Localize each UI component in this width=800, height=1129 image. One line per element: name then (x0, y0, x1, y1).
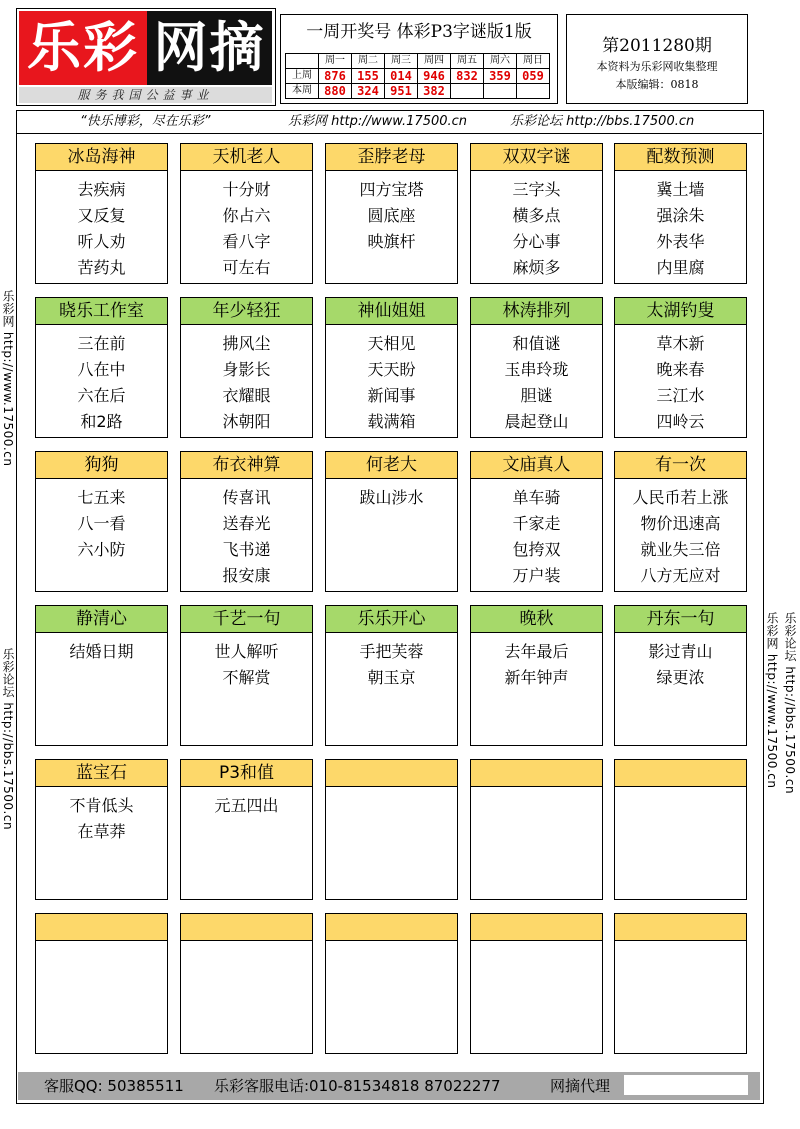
riddle-line: 你占六 (222, 206, 271, 225)
riddle-body (181, 479, 312, 589)
riddle-cell (180, 605, 313, 746)
riddle-author-title (36, 914, 167, 941)
riddle-line: 映旗杆 (367, 232, 416, 251)
side-site-text-left: 乐彩网 http://www.17500.cn (1, 290, 15, 467)
footer-qq: 客服QQ: 50385511 (44, 1077, 184, 1095)
riddle-line: 十分财 (222, 180, 271, 199)
riddle-line: 圆底座 (367, 206, 416, 225)
riddle-line: 又反复 (77, 206, 126, 225)
riddle-cell (470, 451, 603, 592)
riddle-line: 人民币若上涨 (632, 488, 729, 507)
draw-number: 155 (352, 69, 385, 84)
riddle-body (326, 633, 457, 691)
riddle-line: 苦药丸 (77, 258, 126, 277)
draw-number: 014 (385, 69, 418, 84)
riddle-line: 飞书递 (222, 540, 271, 559)
riddle-cell (614, 297, 747, 438)
riddle-line: 新闻事 (367, 386, 416, 405)
riddle-cell (35, 913, 168, 1054)
riddle-line: 世人解听 (214, 642, 279, 661)
banner-divider (16, 133, 762, 134)
riddle-author-title: 狗狗 (36, 452, 167, 479)
riddle-body (326, 325, 457, 435)
riddle-author-title (326, 760, 457, 787)
riddle-line: 草木新 (656, 334, 705, 353)
riddle-line: 麻烦多 (512, 258, 561, 277)
riddle-line: 结婚日期 (69, 642, 134, 661)
riddle-line: 千家走 (512, 514, 561, 533)
draw-number: 832 (451, 69, 484, 84)
riddle-body (471, 633, 602, 691)
riddle-body (615, 633, 746, 691)
riddle-line: 去疾病 (77, 180, 126, 199)
draw-number: 059 (517, 69, 550, 84)
riddle-line: 和值谜 (512, 334, 561, 353)
riddle-author-title: 冰岛海神 (36, 144, 167, 171)
riddle-author-title: 文庙真人 (471, 452, 602, 479)
riddle-line: 跋山涉水 (359, 488, 424, 507)
riddle-cell (325, 451, 458, 592)
riddle-cell (470, 759, 603, 900)
riddle-line: 就业失三倍 (640, 540, 721, 559)
riddle-line: 传喜讯 (222, 488, 271, 507)
riddle-author-title: 何老大 (326, 452, 457, 479)
side-forum-text-left: 乐彩论坛 http://bbs.17500.cn (1, 648, 15, 831)
riddle-line: 衣耀眼 (222, 386, 271, 405)
riddle-body (615, 787, 746, 793)
riddle-line: 新年钟声 (504, 668, 569, 687)
riddle-cell (180, 297, 313, 438)
draw-number: 359 (484, 69, 517, 84)
riddle-body (471, 171, 602, 281)
riddle-line: 八在中 (77, 360, 126, 379)
riddle-line: 晚来春 (656, 360, 705, 379)
riddle-body (326, 171, 457, 255)
riddle-body (36, 633, 167, 665)
riddle-author-title (471, 914, 602, 941)
riddle-line: 看八字 (222, 232, 271, 251)
riddle-line: 六小防 (77, 540, 126, 559)
riddle-author-title: 蓝宝石 (36, 760, 167, 787)
riddle-line: 手把芙蓉 (359, 642, 424, 661)
riddle-cell (35, 143, 168, 284)
day-header: 周四 (418, 54, 451, 69)
banner-site-link[interactable]: 乐彩网 http://www.17500.cn (288, 114, 468, 129)
draw-title: 一周开奖号 体彩P3字谜版1版 (306, 22, 532, 42)
riddle-line: 送春光 (222, 514, 271, 533)
riddle-cell (180, 913, 313, 1054)
riddle-line: 可左右 (222, 258, 271, 277)
riddle-body (181, 941, 312, 947)
draw-number: 951 (385, 84, 418, 99)
footer-bar (18, 1072, 760, 1100)
riddle-line: 玉串玲珑 (504, 360, 569, 379)
riddle-body (471, 941, 602, 947)
riddle-author-title: 歪脖老母 (326, 144, 457, 171)
logo-slogan: 服务我国公益事业 (19, 87, 272, 103)
riddle-line: 绿更浓 (656, 668, 705, 687)
issue-editor: 本版编辑：0818 (615, 78, 699, 91)
riddle-cell (35, 451, 168, 592)
riddle-author-title: 丹东一句 (615, 606, 746, 633)
riddle-line: 物价迅速高 (640, 514, 721, 533)
riddle-line: 分心事 (512, 232, 561, 251)
day-header: 周日 (517, 54, 550, 69)
riddle-line: 胆谜 (520, 386, 553, 405)
riddle-author-title (615, 914, 746, 941)
riddle-cell (35, 605, 168, 746)
riddle-author-title (471, 760, 602, 787)
riddle-line: 单车骑 (512, 488, 561, 507)
riddle-line: 拂风尘 (222, 334, 271, 353)
riddle-cell (470, 297, 603, 438)
riddle-body (615, 325, 746, 435)
riddle-body (181, 633, 312, 691)
issue-number: 第2011280期 (602, 36, 712, 56)
riddle-body (181, 171, 312, 281)
riddle-body (36, 941, 167, 947)
issue-box (566, 14, 748, 104)
riddle-line: 内里腐 (656, 258, 705, 277)
riddle-body (36, 325, 167, 435)
riddle-author-title: 静清心 (36, 606, 167, 633)
riddle-body (615, 941, 746, 947)
riddle-line: 七五来 (77, 488, 126, 507)
side-forum-text-right: 乐彩论坛 http://bbs.17500.cn (783, 612, 797, 795)
riddle-line: 元五四出 (214, 796, 279, 815)
riddle-body (181, 787, 312, 819)
draw-number: 876 (319, 69, 352, 84)
riddle-line: 去年最后 (504, 642, 569, 661)
riddle-line: 朝玉京 (367, 668, 416, 687)
riddle-body (36, 787, 167, 845)
riddle-line: 外表华 (656, 232, 705, 251)
riddle-cell (614, 143, 747, 284)
day-header: 周五 (451, 54, 484, 69)
draw-number (484, 84, 517, 99)
day-header: 周三 (385, 54, 418, 69)
riddle-author-title: 年少轻狂 (181, 298, 312, 325)
riddle-author-title: 乐乐开心 (326, 606, 457, 633)
riddle-author-title (615, 760, 746, 787)
riddle-line: 载满箱 (367, 412, 416, 431)
riddle-author-title: 天机老人 (181, 144, 312, 171)
riddle-cell (614, 451, 747, 592)
row-label: 本周 (286, 84, 319, 99)
draw-number: 324 (352, 84, 385, 99)
riddle-line: 强涂朱 (656, 206, 705, 225)
riddle-body (615, 479, 746, 589)
riddle-cell (180, 143, 313, 284)
draw-number: 880 (319, 84, 352, 99)
day-header: 周六 (484, 54, 517, 69)
logo-red-part: 乐彩 (19, 11, 147, 85)
riddle-cell (325, 759, 458, 900)
riddle-author-title (181, 914, 312, 941)
riddle-cell (180, 451, 313, 592)
logo (16, 8, 276, 106)
riddle-cell (614, 759, 747, 900)
riddle-body (615, 171, 746, 281)
issue-note: 本资料为乐彩网收集整理 (596, 60, 718, 73)
riddle-line: 和2路 (80, 412, 123, 431)
riddle-line: 晨起登山 (504, 412, 569, 431)
riddle-cell (35, 297, 168, 438)
riddle-line: 六在后 (77, 386, 126, 405)
row-label: 上周 (286, 69, 319, 84)
riddle-line: 三江水 (656, 386, 705, 405)
riddle-author-title: 配数预测 (615, 144, 746, 171)
riddle-body (181, 325, 312, 435)
agent-box (624, 1075, 748, 1095)
riddle-line: 四岭云 (656, 412, 705, 431)
riddle-line: 天天盼 (367, 360, 416, 379)
riddle-body (471, 479, 602, 589)
riddle-line: 三字头 (512, 180, 561, 199)
riddle-line: 不解赏 (222, 668, 271, 687)
riddle-line: 影过青山 (648, 642, 713, 661)
draw-number (517, 84, 550, 99)
riddle-cell (470, 143, 603, 284)
riddle-cell (614, 605, 747, 746)
riddle-author-title: P3和值 (181, 760, 312, 787)
riddle-cell (325, 143, 458, 284)
riddle-line: 听人劝 (77, 232, 126, 251)
banner-forum-link[interactable]: 乐彩论坛 http://bbs.17500.cn (510, 114, 695, 129)
riddle-author-title: 布衣神算 (181, 452, 312, 479)
riddle-line: 天相见 (367, 334, 416, 353)
footer-phone: 乐彩客服电话:010-81534818 87022277 (214, 1077, 501, 1095)
riddle-line: 身影长 (222, 360, 271, 379)
riddle-cell (180, 759, 313, 900)
riddle-cell (470, 605, 603, 746)
riddle-line: 包挎双 (512, 540, 561, 559)
draw-table (285, 53, 550, 99)
riddle-body (326, 941, 457, 947)
riddle-author-title: 双双字谜 (471, 144, 602, 171)
riddle-line: 在草莽 (77, 822, 126, 841)
riddle-cell (325, 913, 458, 1054)
day-header: 周二 (352, 54, 385, 69)
riddle-line: 报安康 (222, 566, 271, 585)
riddle-cell (614, 913, 747, 1054)
riddle-body (36, 479, 167, 563)
riddle-author-title: 晚秋 (471, 606, 602, 633)
riddle-line: 不肯低头 (69, 796, 134, 815)
riddle-author-title: 千艺一句 (181, 606, 312, 633)
draw-number (451, 84, 484, 99)
day-header: 周一 (319, 54, 352, 69)
riddle-author-title: 晓乐工作室 (36, 298, 167, 325)
riddle-body (36, 171, 167, 281)
riddle-author-title: 林涛排列 (471, 298, 602, 325)
riddle-body (471, 787, 602, 793)
riddle-line: 冀土墙 (656, 180, 705, 199)
riddle-author-title: 有一次 (615, 452, 746, 479)
riddle-body (471, 325, 602, 435)
draw-number: 946 (418, 69, 451, 84)
riddle-line: 横多点 (512, 206, 561, 225)
banner-quote: “快乐博彩，尽在乐彩” (80, 114, 211, 129)
side-site-text-right: 乐彩网 http://www.17500.cn (765, 612, 779, 789)
riddle-line: 八方无应对 (640, 566, 721, 585)
draw-number: 382 (418, 84, 451, 99)
riddle-body (326, 479, 457, 511)
riddle-cell (325, 605, 458, 746)
logo-black-part: 网摘 (147, 11, 272, 85)
banner (18, 112, 762, 132)
riddle-author-title (326, 914, 457, 941)
riddle-line: 沐朝阳 (222, 412, 271, 431)
riddle-cell (470, 913, 603, 1054)
riddle-cell (35, 759, 168, 900)
riddle-line: 三在前 (77, 334, 126, 353)
riddle-author-title: 太湖钓叟 (615, 298, 746, 325)
riddle-cell (325, 297, 458, 438)
riddle-line: 万户装 (512, 566, 561, 585)
riddle-author-title: 神仙姐姐 (326, 298, 457, 325)
footer-agent: 网摘代理 (550, 1077, 611, 1095)
weekly-draw-panel (280, 14, 558, 104)
riddle-line: 八一看 (77, 514, 126, 533)
riddle-body (326, 787, 457, 793)
riddle-line: 四方宝塔 (359, 180, 424, 199)
